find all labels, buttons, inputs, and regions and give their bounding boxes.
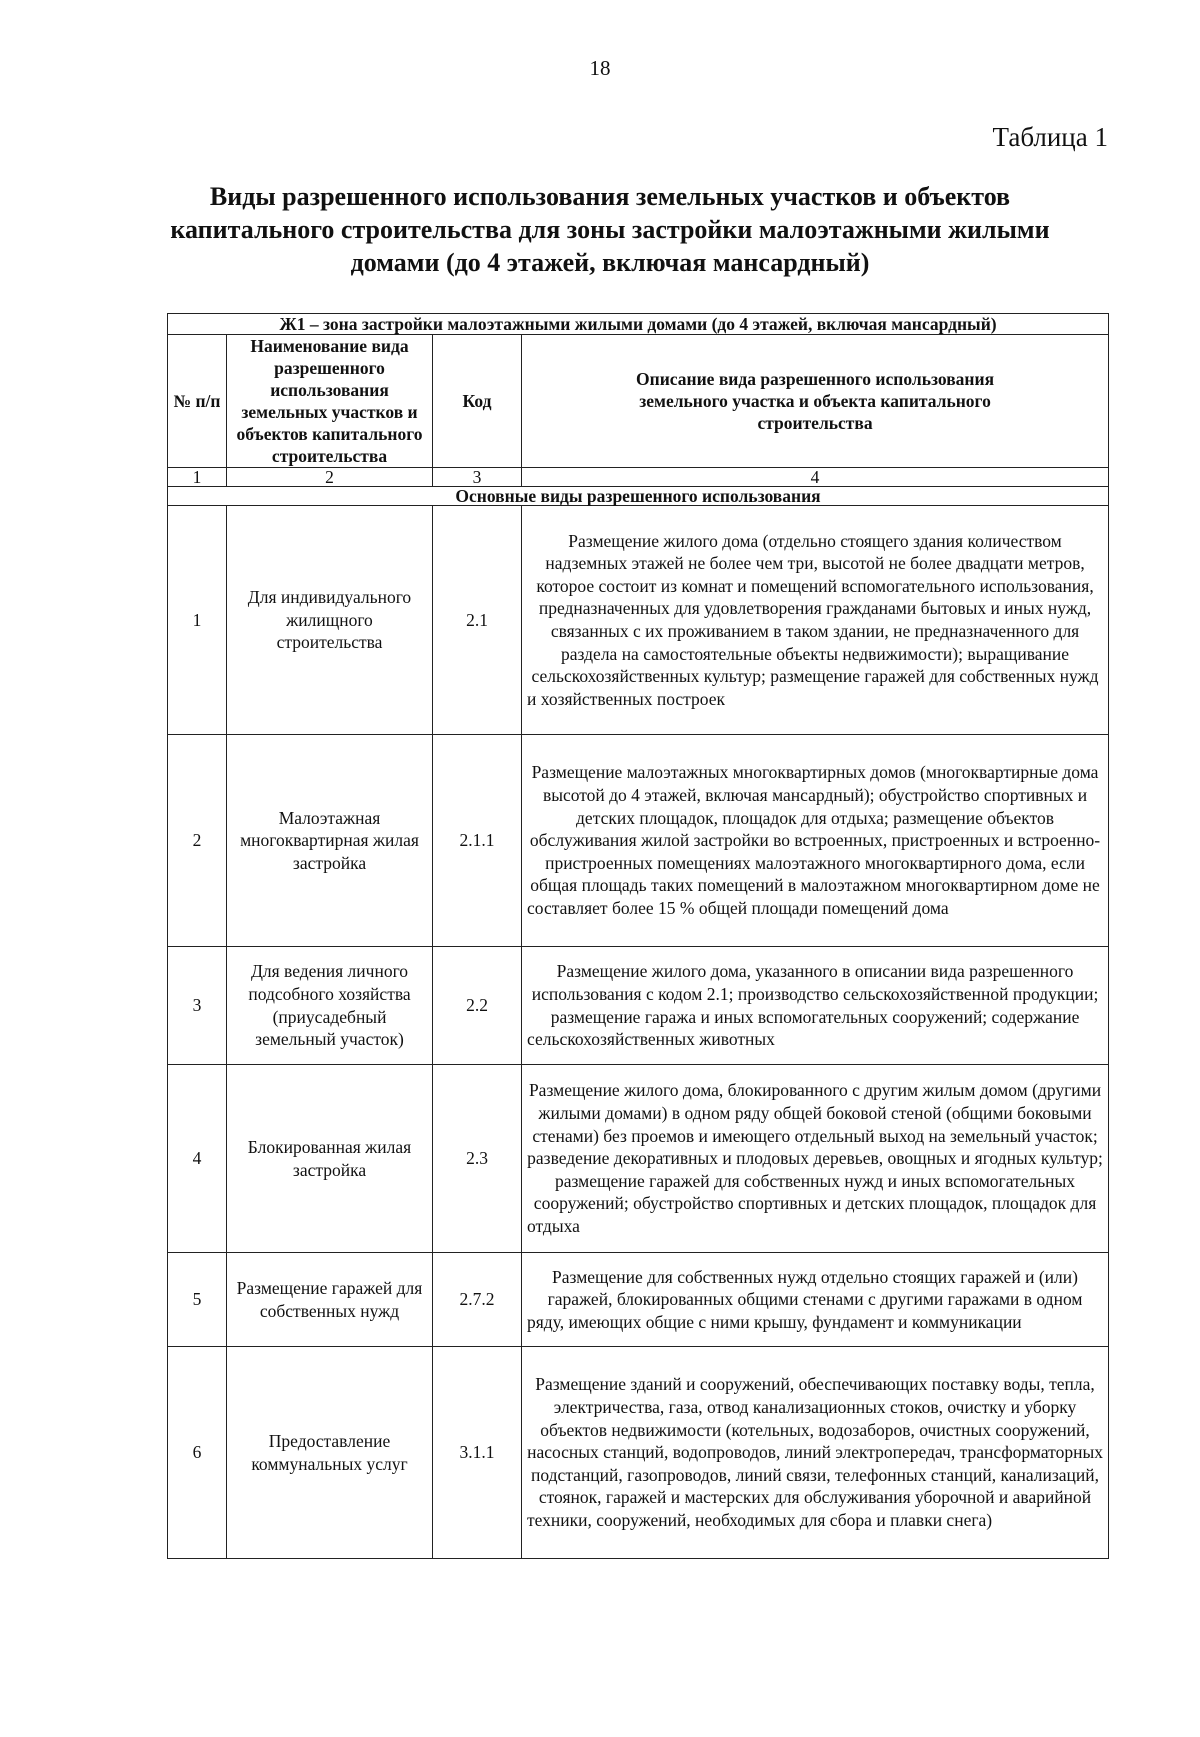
row-description: Размещение жилого дома (отдельно стоящего здания количеством надземных этажей не более чем три, высотой не более двадцати метров, которое состоит из комнат и помещений вспомогательного использования, предназначенных для удовлетворения гражданами бытовых и иных нужд, связанных с их проживанием в таком здании, не предназначенного для раздела на самостоятельные объекты недвижимости); выращивание сельскохозяйственных культур; размещение гаражей для собственных нужд и хозяйственных построек — [522, 506, 1109, 735]
row-code: 2.2 — [433, 947, 522, 1065]
row-code: 3.1.1 — [433, 1347, 522, 1559]
land-use-table — [167, 313, 1109, 1559]
table-row — [168, 506, 1109, 735]
table-row — [168, 1253, 1109, 1347]
row-code: 2.7.2 — [433, 1253, 522, 1347]
table-header-row — [168, 335, 1109, 468]
row-code: 2.3 — [433, 1065, 522, 1253]
row-code: 2.1.1 — [433, 735, 522, 947]
column-number: 1 — [168, 468, 227, 487]
table-label: Таблица 1 — [992, 122, 1108, 152]
zone-header: Ж1 – зона застройки малоэтажными жилыми домами (до 4 этажей, включая мансардный) — [168, 314, 1109, 335]
header-num: № п/п — [168, 335, 227, 468]
row-name: Размещение гаражей для собственных нужд — [227, 1253, 433, 1347]
row-description: Размещение жилого дома, блокированного с другим жилым домом (другими жилыми домами) в одном ряду общей боковой стеной (общими боковыми стенами) без проемов и имеющего отдельный выход на земельный участок; разведение декоративных и плодовых деревьев, овощных и ягодных культур; размещение гаражей для собственных нужд и иных вспомогательных сооружений; обустройство спортивных и детских площадок, площадок для отдыха — [522, 1065, 1109, 1253]
page-number: 18 — [589, 56, 611, 80]
column-numbers-row — [168, 468, 1109, 487]
row-name: Для индивидуального жилищного строительства — [227, 506, 433, 735]
row-name: Малоэтажная многоквартирная жилая застройка — [227, 735, 433, 947]
header-description: Описание вида разрешенного использования земельного участка и объекта капитального строительства — [522, 335, 1109, 468]
row-num: 2 — [168, 735, 227, 947]
row-num: 4 — [168, 1065, 227, 1253]
row-name: Блокированная жилая застройка — [227, 1065, 433, 1253]
row-num: 3 — [168, 947, 227, 1065]
row-num: 6 — [168, 1347, 227, 1559]
row-num: 5 — [168, 1253, 227, 1347]
table-row — [168, 1065, 1109, 1253]
table-row — [168, 735, 1109, 947]
table-row — [168, 947, 1109, 1065]
row-num: 1 — [168, 506, 227, 735]
row-description: Размещение малоэтажных многоквартирных домов (многоквартирные дома высотой до 4 этажей, включая мансардный); обустройство спортивных и детских площадок, площадок для отдыха; размещение объектов обслуживания жилой застройки во встроенных, пристроенных и встроенно-пристроенных помещениях малоэтажного многоквартирного дома, если общая площадь таких помещений в малоэтажном многоквартирном доме не составляет более 15 % общей площади помещений дома — [522, 735, 1109, 947]
row-name: Для ведения личного подсобного хозяйства (приусадебный земельный участок) — [227, 947, 433, 1065]
section-title: Основные виды разрешенного использования — [168, 487, 1109, 506]
column-number: 2 — [227, 468, 433, 487]
document-title: Виды разрешенного использования земельных участков и объектов капитального строительства для зоны застройки малоэтажными жилыми домами (до 4 этажей, включая мансардный) — [170, 182, 1050, 277]
row-description: Размещение для собственных нужд отдельно стоящих гаражей и (или) гаражей, блокированных общими стенами с другими гаражами в одном ряду, имеющих общие с ними крышу, фундамент и коммуникации — [522, 1253, 1109, 1347]
row-name: Предоставление коммунальных услуг — [227, 1347, 433, 1559]
column-number: 3 — [433, 468, 522, 487]
column-number: 4 — [522, 468, 1109, 487]
row-code: 2.1 — [433, 506, 522, 735]
row-description: Размещение жилого дома, указанного в описании вида разрешенного использования с кодом 2.1; производство сельскохозяйственной продукции; размещение гаража и иных вспомогательных сооружений; содержание сельскохозяйственных животных — [522, 947, 1109, 1065]
table-row — [168, 1347, 1109, 1559]
row-description: Размещение зданий и сооружений, обеспечивающих поставку воды, тепла, электричества, газа, отвод канализационных стоков, очистку и уборку объектов недвижимости (котельных, водозаборов, очистных сооружений, насосных станций, водопроводов, линий электропередач, трансформаторных подстанций, газопроводов, линий связи, телефонных станций, канализаций, стоянок, гаражей и мастерских для обслуживания уборочной и аварийной техники, сооружений, необходимых для сбора и плавки снега) — [522, 1347, 1109, 1559]
header-name: Наименование вида разрешенного использования земельных участков и объектов капитального строительства — [227, 335, 433, 468]
header-code: Код — [433, 335, 522, 468]
